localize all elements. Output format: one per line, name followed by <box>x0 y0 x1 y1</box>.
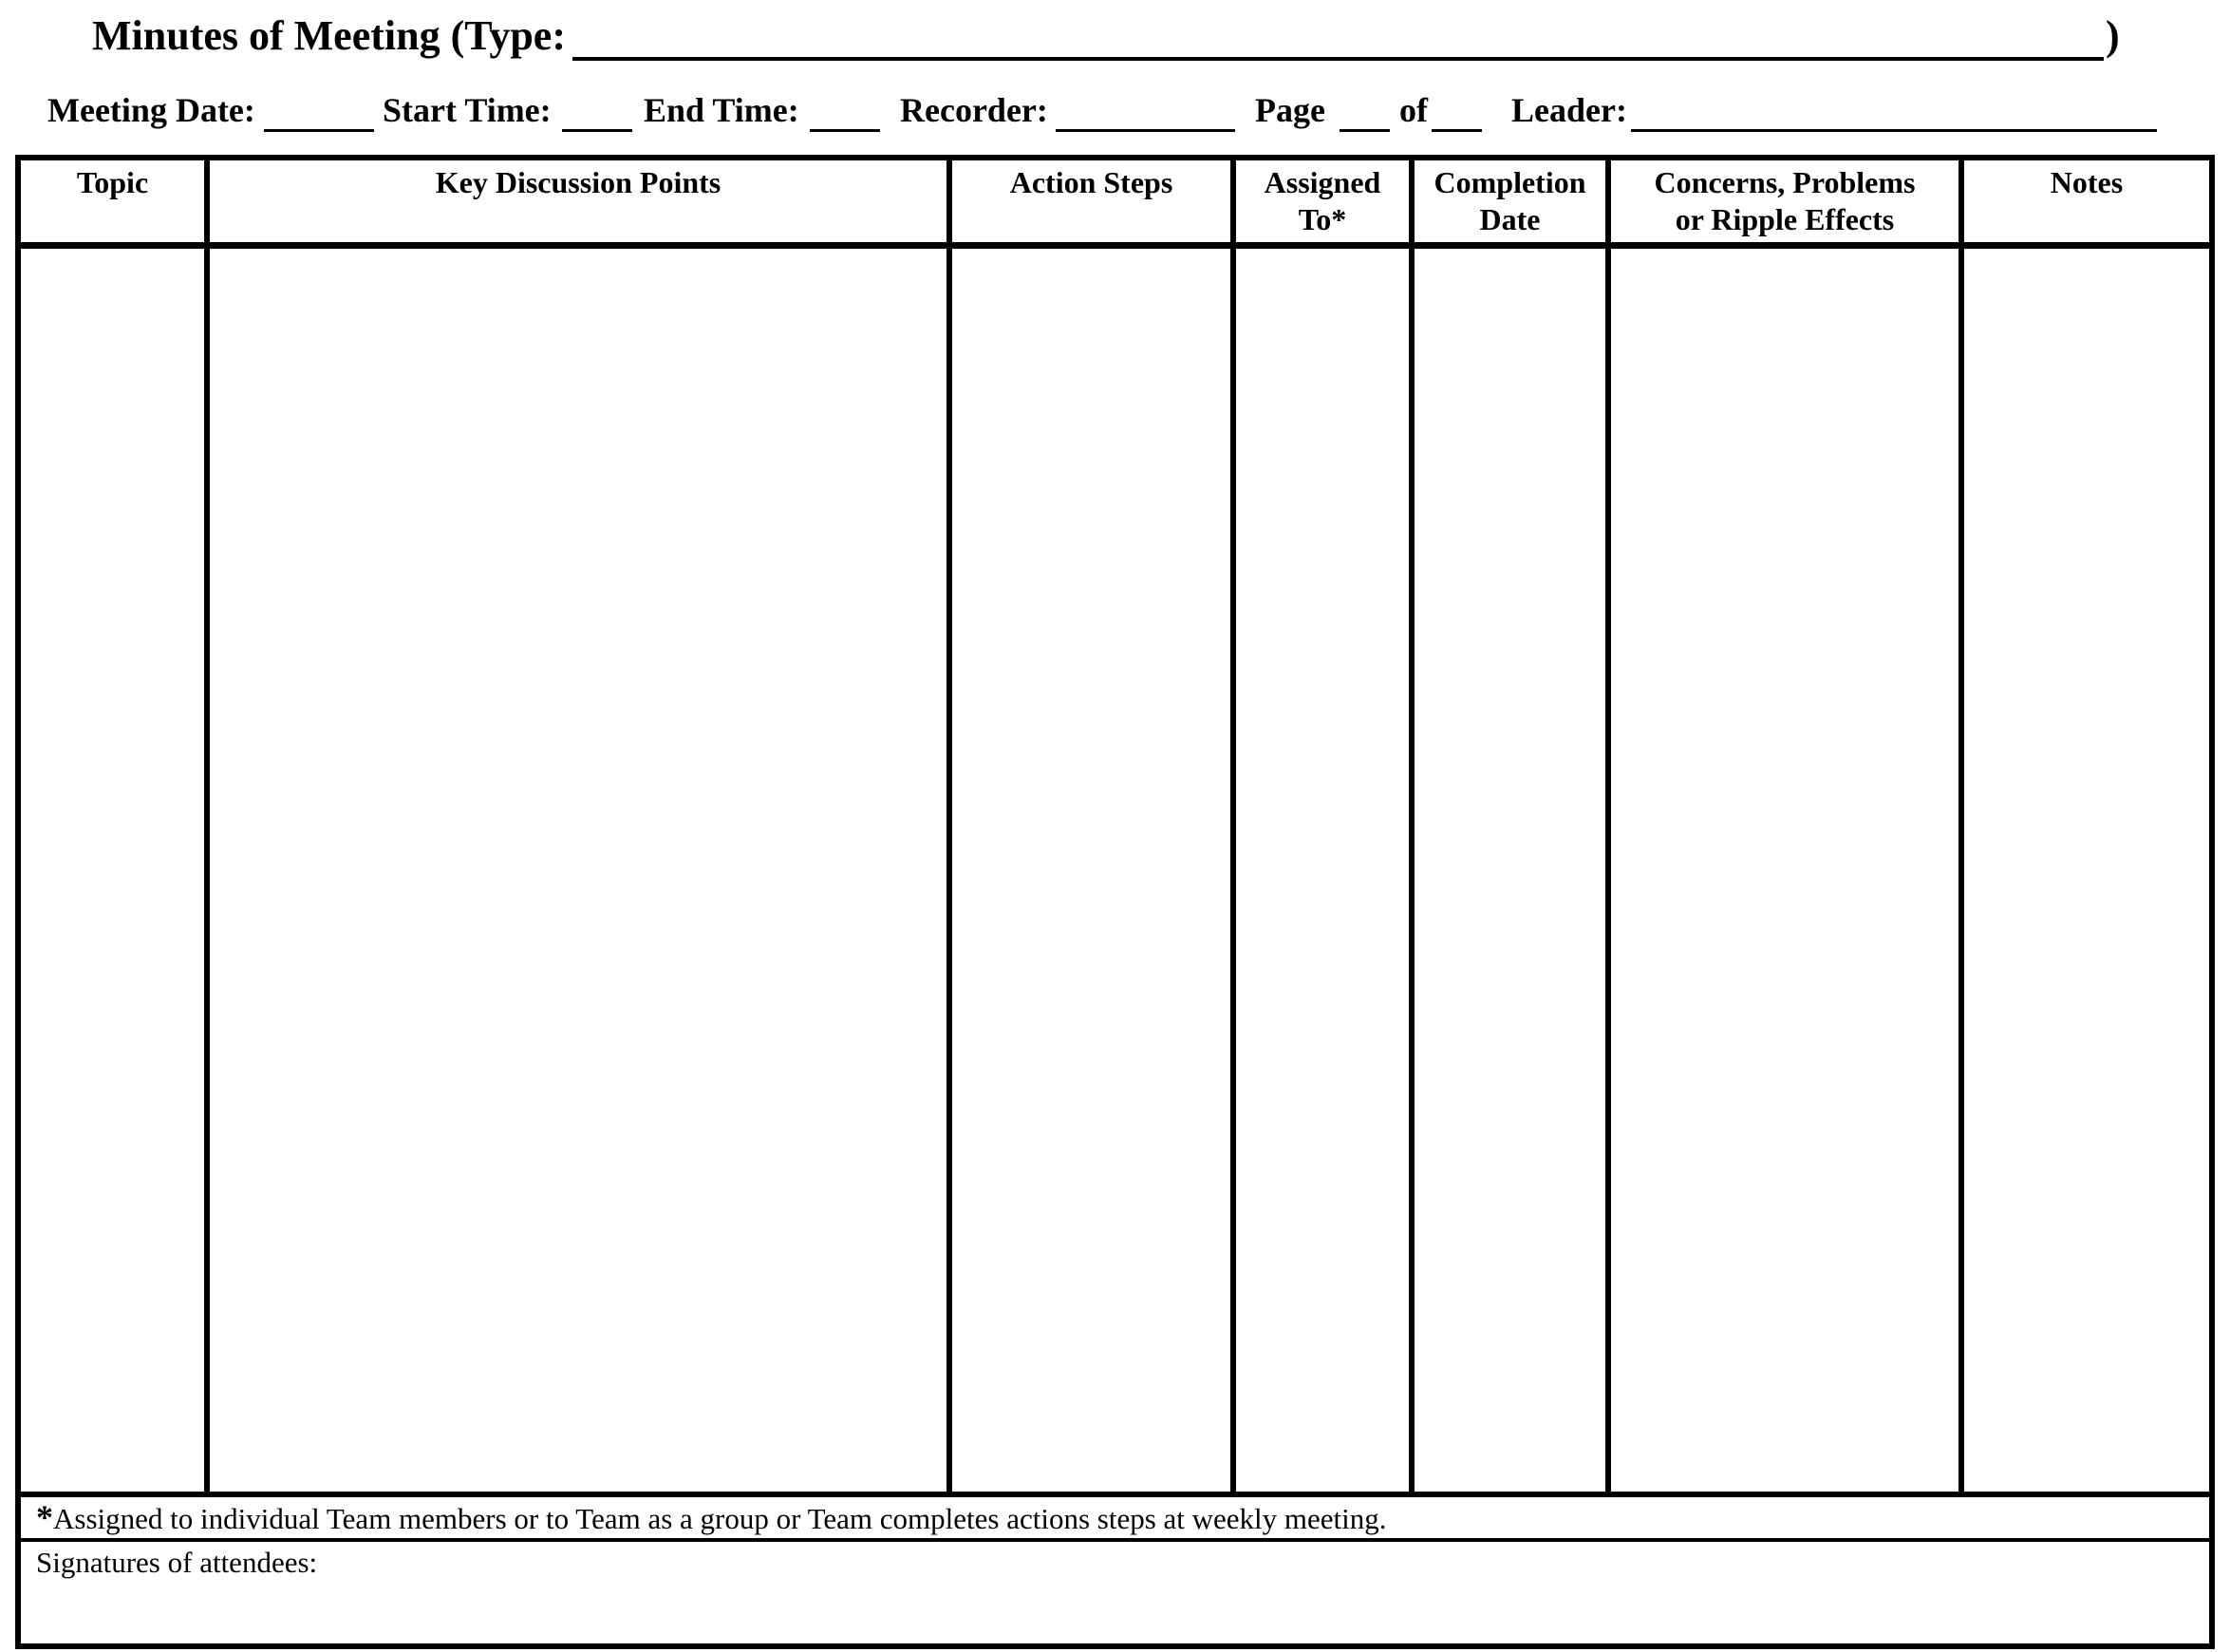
column-header-line: To* <box>1298 202 1347 236</box>
assigned-to-cell[interactable] <box>1236 249 1409 1492</box>
notes-cell[interactable] <box>1964 249 2209 1492</box>
topic-cell[interactable] <box>21 249 204 1492</box>
page-of-label: of <box>1399 91 1428 129</box>
page-number-field[interactable] <box>1340 129 1390 132</box>
form-title-label: Minutes of Meeting (Type: <box>92 12 566 59</box>
column-header-line: Completion <box>1434 165 1586 199</box>
header-divider <box>21 242 2209 249</box>
page-label: Page <box>1255 91 1325 129</box>
column-header-line: Notes <box>2050 165 2124 199</box>
footnote-divider <box>21 1538 2209 1542</box>
start-time-label: Start Time: <box>383 91 552 129</box>
meeting-info-row <box>0 82 2230 139</box>
page-total-field[interactable] <box>1432 129 1482 132</box>
column-header-action-steps <box>952 164 1230 240</box>
key-discussion-points-cell[interactable] <box>210 249 946 1492</box>
footnote-asterisk: * <box>36 1498 53 1536</box>
column-header-concerns <box>1611 164 1958 240</box>
end-time-label: End Time: <box>644 91 799 129</box>
footnote-text: Assigned to individual Team members or to Team as a group or Team completes actions steps at weekly meeting. <box>53 1502 1387 1535</box>
column-header-line: Action Steps <box>1009 165 1173 199</box>
column-header-line: Assigned <box>1264 165 1381 199</box>
column-header-assigned-to <box>1236 164 1409 240</box>
column-header-line: Key Discussion Points <box>435 165 721 199</box>
concerns-cell[interactable] <box>1611 249 1958 1492</box>
column-header-completion-date <box>1415 164 1605 240</box>
column-header-line: Date <box>1479 202 1541 236</box>
signatures-label: Signatures of attendees: <box>36 1546 318 1579</box>
column-header-line: Concerns, Problems <box>1654 165 1916 199</box>
recorder-label: Recorder: <box>900 91 1048 129</box>
meeting-date-label: Meeting Date: <box>47 91 255 129</box>
start-time-field[interactable] <box>562 129 632 132</box>
meeting-date-field[interactable] <box>264 129 374 132</box>
leader-field[interactable] <box>1631 129 2157 132</box>
column-header-line: or Ripple Effects <box>1675 202 1895 236</box>
column-header-topic <box>21 164 204 240</box>
leader-label: Leader: <box>1511 91 1627 129</box>
meeting-type-field[interactable] <box>572 57 2104 61</box>
column-header-key-discussion-points <box>210 164 946 240</box>
form-title-close: ) <box>2106 12 2120 59</box>
end-time-field[interactable] <box>810 129 880 132</box>
column-header-line: Topic <box>76 165 149 199</box>
action-steps-cell[interactable] <box>952 249 1230 1492</box>
completion-date-cell[interactable] <box>1415 249 1605 1492</box>
recorder-field[interactable] <box>1056 129 1235 132</box>
minutes-table <box>15 155 2215 1649</box>
form-title <box>92 8 2133 65</box>
column-header-notes <box>1964 164 2209 240</box>
signatures-section[interactable] <box>36 1544 317 1582</box>
assignment-footnote <box>36 1497 1387 1538</box>
